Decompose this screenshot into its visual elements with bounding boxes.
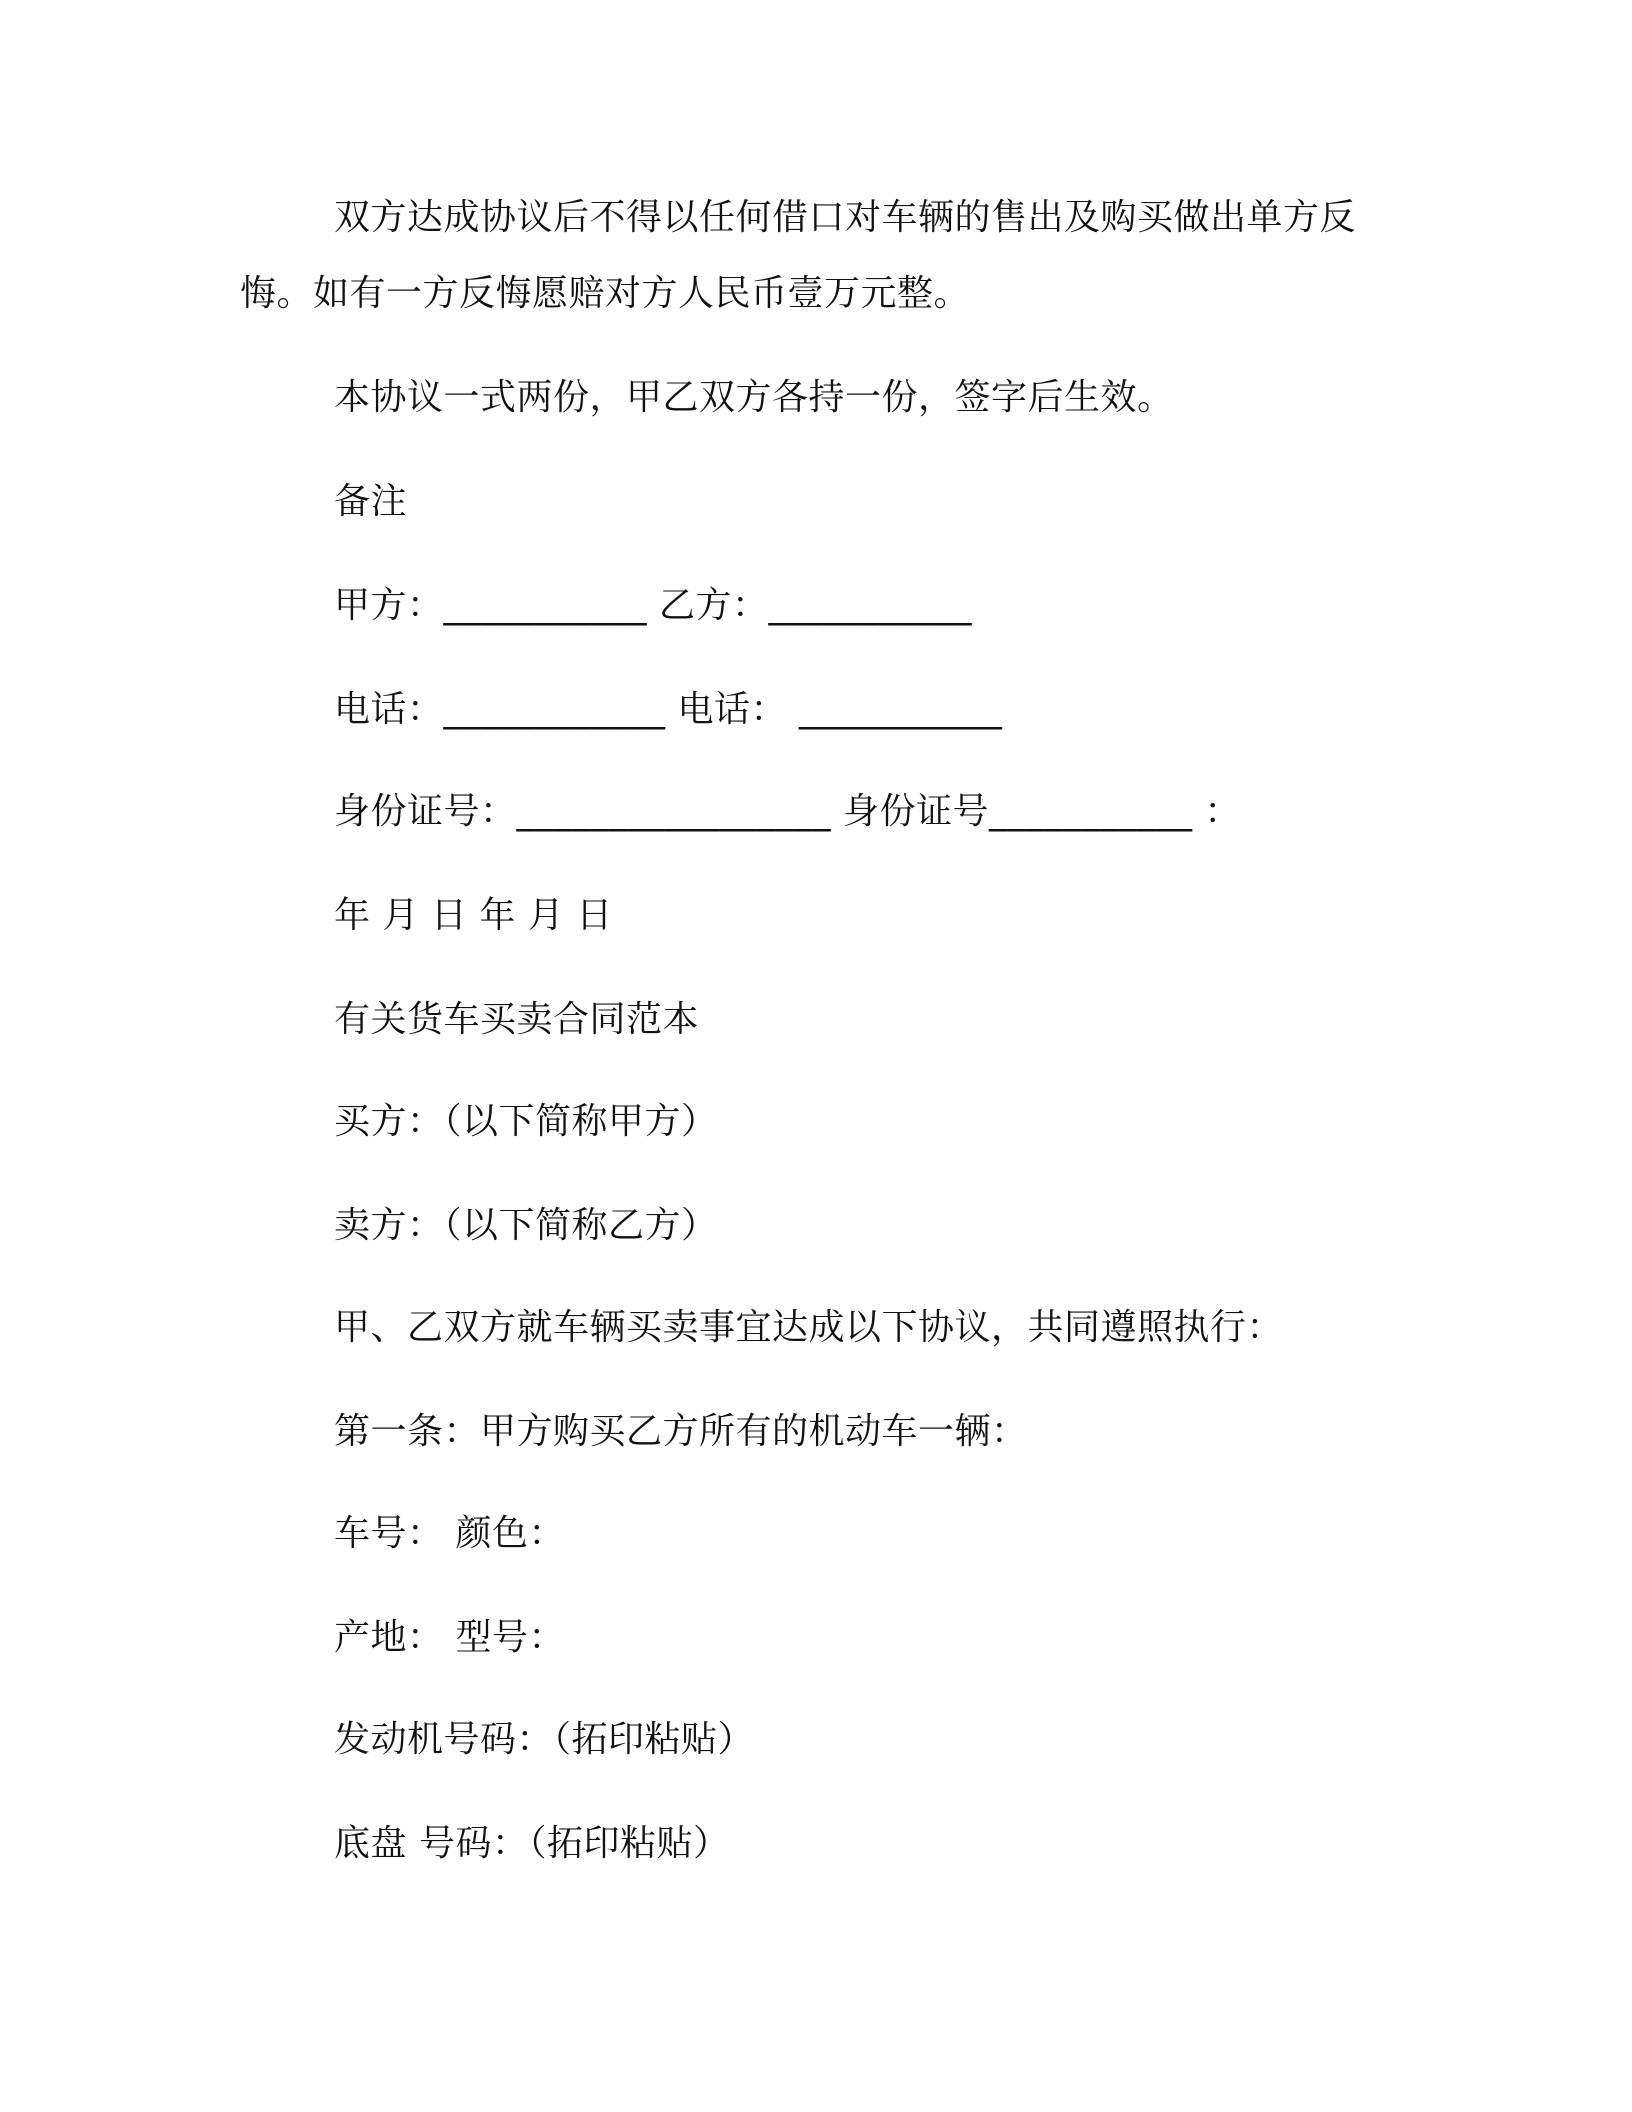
paragraph-remarks: 备注 [334,481,408,522]
plate-color-line: 车号： 颜色： [334,1513,565,1554]
agreement-intro: 甲、乙双方就车辆买卖事宜达成以下协议，共同遵照执行： [334,1307,1284,1348]
buyer-line: 买方：（以下简称甲方） [334,1101,718,1142]
paragraph-penalty-line-1: 双方达成协议后不得以任何借口对车辆的售出及购买做出单方反 [334,197,1357,238]
engine-number-line: 发动机号码：（拓印粘贴） [334,1719,755,1760]
origin-model-line: 产地： 型号： [334,1617,565,1658]
phone-line: 电话：____________ 电话： ___________ [334,689,1003,730]
paragraph-penalty-line-2: 悔。如有一方反悔愿赔对方人民币壹万元整。 [240,273,971,314]
paragraph-copies: 本协议一式两份，甲乙双方各持一份，签字后生效。 [334,377,1174,418]
article-one: 第一条：甲方购买乙方所有的机动车一辆： [334,1411,1028,1452]
signature-party-line: 甲方：___________ 乙方：___________ [334,585,972,626]
seller-line: 卖方：（以下简称乙方） [334,1205,718,1246]
id-number-line: 身份证号：_________________ 身份证号___________ ： [334,791,1241,832]
contract-title: 有关货车买卖合同范本 [334,999,700,1040]
chassis-number-line: 底盘 号码：（拓印粘贴） [334,1823,730,1864]
date-line: 年 月 日 年 月 日 [334,895,613,936]
